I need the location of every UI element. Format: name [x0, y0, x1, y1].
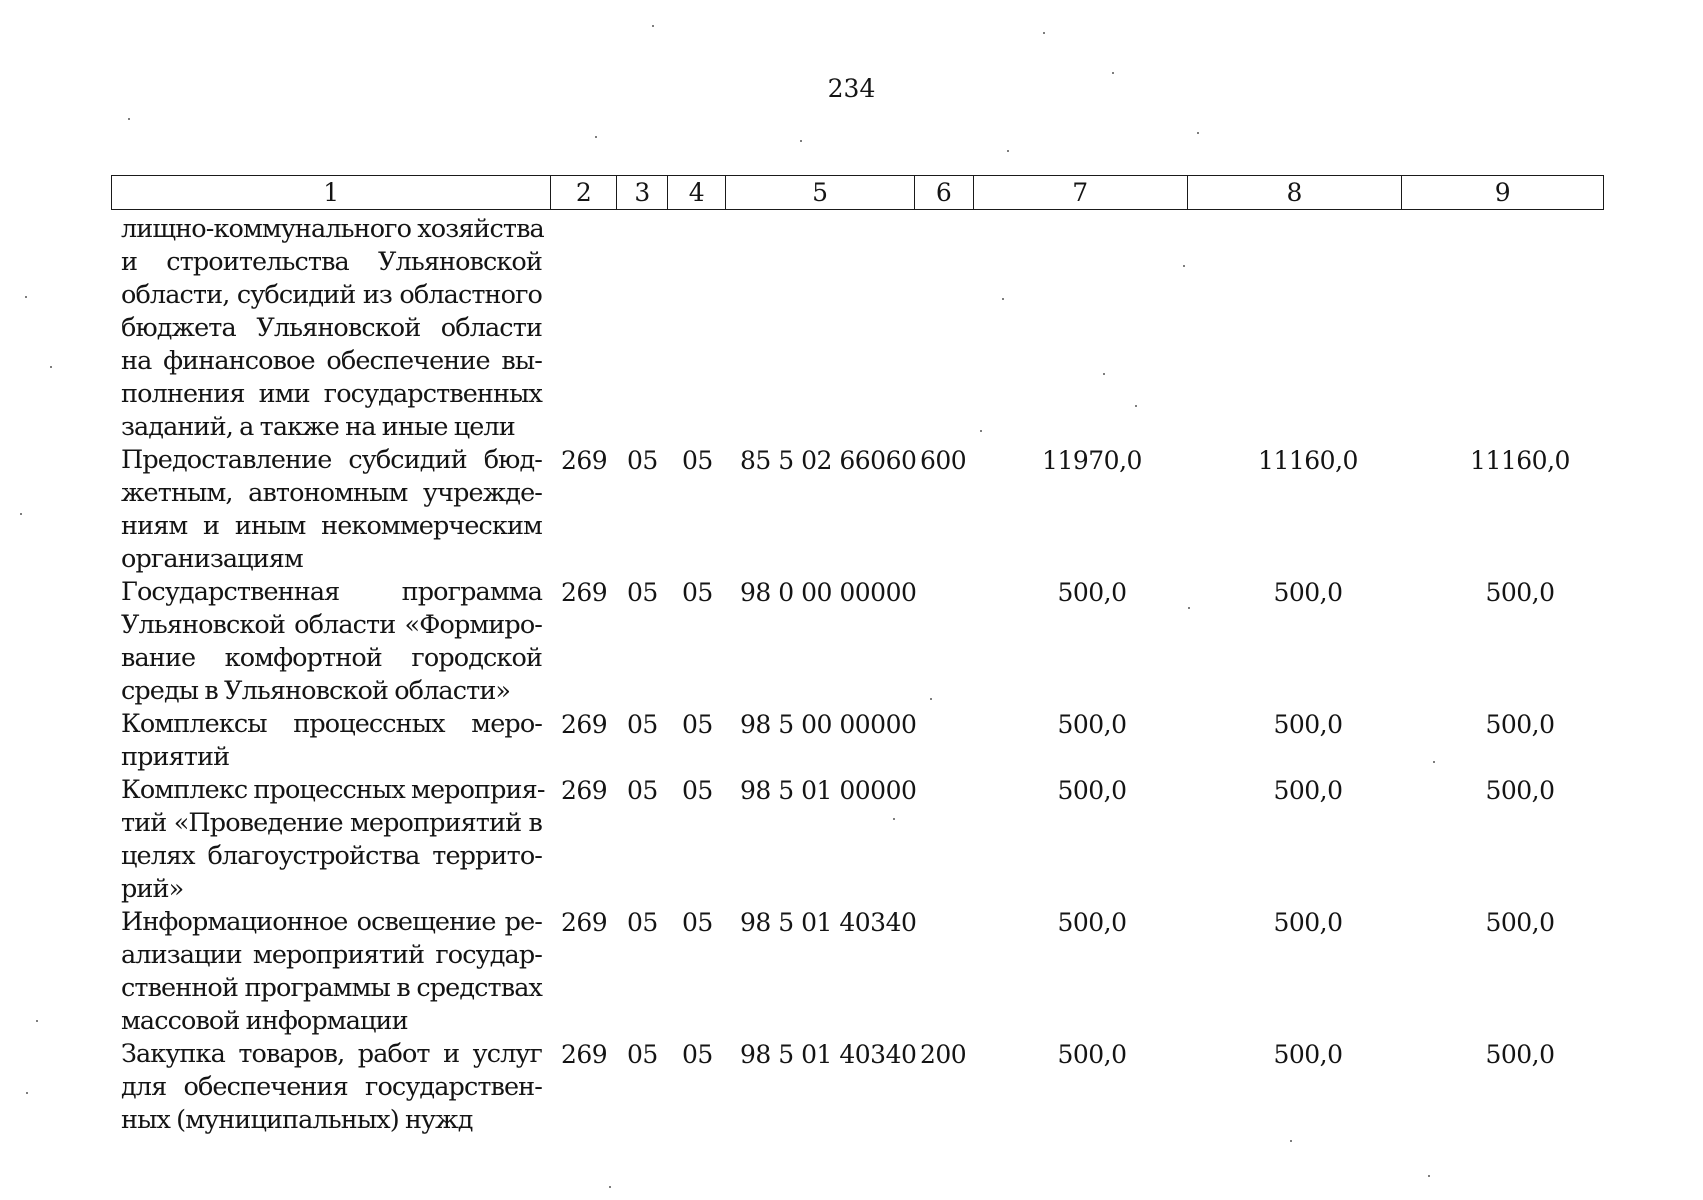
cell-col-8: 500,0	[1273, 776, 1343, 805]
row-name	[121, 708, 542, 774]
cell-col-6: 200	[920, 1040, 967, 1069]
row-name-line: организациям	[121, 544, 303, 574]
row-name-line: и строительства Ульяновской	[121, 247, 542, 277]
row-name-line: ственной программы в средствах	[121, 973, 542, 1003]
header-col-5: 5	[726, 176, 915, 209]
cell-col-5: 85 5 02 66060	[740, 446, 917, 475]
row-name-line: среды в Ульяновской области»	[121, 676, 511, 706]
row-name-line: вание комфортной городской	[121, 643, 542, 673]
row-name-line: рий»	[121, 874, 184, 904]
row-name	[121, 774, 545, 906]
cell-col-5: 98 5 01 40340	[740, 1040, 917, 1069]
header-col-2: 2	[551, 176, 617, 209]
header-col-6: 6	[915, 176, 974, 209]
row-name	[121, 444, 542, 576]
row-name-line: Предоставление субсидий бюд-	[121, 445, 542, 475]
cell-col-4: 05	[682, 908, 713, 937]
cell-col-3: 05	[627, 446, 658, 475]
row-name-line: Комплекс процессных мероприя-	[121, 775, 545, 805]
cell-col-2: 269	[561, 776, 608, 805]
cell-col-6: 600	[920, 446, 967, 475]
table-body	[0, 213, 1703, 1137]
row-name-line: Закупка товаров, работ и услуг	[121, 1039, 542, 1069]
row-name-line: целях благоустройства террито-	[121, 841, 542, 871]
row-name	[121, 576, 542, 708]
row-name-line: Информационное освещение ре-	[121, 907, 542, 937]
cell-col-4: 05	[682, 446, 713, 475]
row-name-line: на финансовое обеспечение вы-	[121, 346, 542, 376]
header-col-9: 9	[1494, 178, 1511, 207]
cell-col-5: 98 0 00 00000	[740, 578, 917, 607]
table-row	[0, 774, 1703, 906]
cell-col-9: 500,0	[1485, 908, 1555, 937]
cell-col-3: 05	[627, 908, 658, 937]
row-name-line: массовой информации	[121, 1006, 408, 1036]
cell-col-4: 05	[682, 710, 713, 739]
cell-col-2: 269	[561, 710, 608, 739]
table-row	[0, 576, 1703, 708]
cell-col-9: 500,0	[1485, 1040, 1555, 1069]
cell-col-5: 98 5 01 40340	[740, 908, 917, 937]
row-name-line: жетным, автономным учрежде-	[121, 478, 542, 508]
cell-col-8: 500,0	[1273, 710, 1343, 739]
row-name-line: области, субсидий из областного	[121, 280, 542, 310]
row-name-line: тий «Проведение мероприятий в	[121, 808, 542, 838]
table-row	[0, 213, 1703, 444]
cell-col-8: 500,0	[1273, 908, 1343, 937]
cell-col-7: 500,0	[1057, 710, 1127, 739]
row-name-line: ниям и иным некоммерческим	[121, 511, 542, 541]
cell-col-2: 269	[561, 446, 608, 475]
row-name-line: Государственная программа	[121, 577, 542, 607]
cell-col-2: 269	[561, 578, 608, 607]
cell-col-7: 500,0	[1057, 578, 1127, 607]
cell-col-4: 05	[682, 1040, 713, 1069]
header-col-3: 3	[617, 176, 668, 209]
row-name	[121, 1038, 542, 1137]
cell-col-4: 05	[682, 776, 713, 805]
cell-col-2: 269	[561, 1040, 608, 1069]
row-name-line: приятий	[121, 742, 230, 772]
cell-col-7: 500,0	[1057, 1040, 1127, 1069]
page-number: 234	[827, 74, 876, 103]
cell-col-4: 05	[682, 578, 713, 607]
table-header	[111, 175, 1604, 210]
cell-col-9: 500,0	[1485, 710, 1555, 739]
header-col-7: 7	[974, 176, 1188, 209]
row-name-line: Ульяновской области «Формиро-	[121, 610, 542, 640]
header-col-4: 4	[668, 176, 726, 209]
row-name-line: Комплексы процессных меро-	[121, 709, 542, 739]
row-name-line: лищно-коммунального хозяйства	[121, 214, 544, 244]
cell-col-9: 11160,0	[1470, 446, 1570, 475]
cell-col-5: 98 5 01 00000	[740, 776, 917, 805]
table-row	[0, 906, 1703, 1038]
table-row	[0, 1038, 1703, 1137]
row-name-line: ных (муниципальных) нужд	[121, 1105, 473, 1135]
cell-col-7: 11970,0	[1042, 446, 1142, 475]
cell-col-8: 11160,0	[1258, 446, 1358, 475]
row-name-line: полнения ими государственных	[121, 379, 542, 409]
cell-col-3: 05	[627, 776, 658, 805]
row-name-line: бюджета Ульяновской области	[121, 313, 542, 343]
row-name	[121, 906, 542, 1038]
row-name-line: ализации мероприятий государ-	[121, 940, 542, 970]
row-name	[121, 213, 542, 444]
cell-col-7: 500,0	[1057, 908, 1127, 937]
cell-col-8: 500,0	[1273, 1040, 1343, 1069]
row-name-line: заданий, а также на иные цели	[121, 412, 515, 442]
cell-col-9: 500,0	[1485, 578, 1555, 607]
cell-col-5: 98 5 00 00000	[740, 710, 917, 739]
header-col-1: 1	[112, 176, 551, 209]
table-row	[0, 444, 1703, 576]
table-row	[0, 708, 1703, 774]
header-col-8: 8	[1188, 176, 1403, 209]
cell-col-3: 05	[627, 1040, 658, 1069]
row-name-line: для обеспечения государствен-	[121, 1072, 542, 1102]
cell-col-8: 500,0	[1273, 578, 1343, 607]
cell-col-3: 05	[627, 578, 658, 607]
cell-col-3: 05	[627, 710, 658, 739]
cell-col-7: 500,0	[1057, 776, 1127, 805]
cell-col-2: 269	[561, 908, 608, 937]
cell-col-9: 500,0	[1485, 776, 1555, 805]
